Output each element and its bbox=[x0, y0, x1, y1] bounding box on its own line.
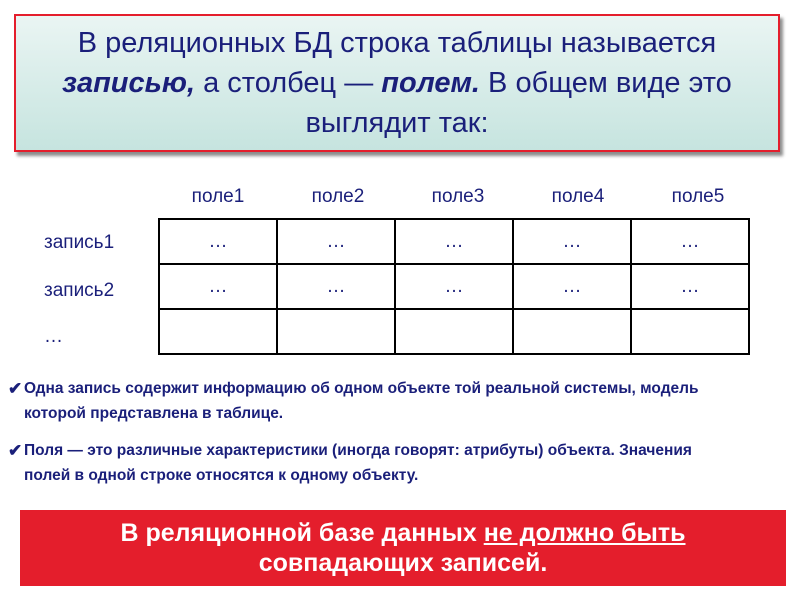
warning-underlined: не должно быть bbox=[483, 519, 686, 547]
table-cell: … bbox=[513, 264, 631, 309]
table-cell: … bbox=[159, 219, 277, 264]
bullet-text: Поля — это различные характеристики (иногда говорят: атрибуты) объекта. Значения полей в одной строке относятся к одному объекту. bbox=[24, 442, 692, 484]
table-cell bbox=[631, 309, 749, 354]
title-part3: В общем виде это выглядит так: bbox=[305, 67, 732, 139]
column-header-1: поле1 bbox=[191, 186, 245, 207]
records-table bbox=[158, 218, 750, 355]
table-row bbox=[159, 219, 749, 264]
table-row bbox=[159, 264, 749, 309]
table-cell: … bbox=[277, 219, 395, 264]
warning-part2: совпадающих записей. bbox=[258, 549, 548, 577]
warning-banner bbox=[20, 510, 786, 586]
title-term-field: полем. bbox=[381, 67, 480, 99]
bullet-item-field bbox=[8, 438, 728, 488]
table-cell: … bbox=[395, 219, 513, 264]
title-part1: В реляционных БД строка таблицы называется bbox=[77, 27, 717, 59]
table-cell bbox=[395, 309, 513, 354]
row-header-2: запись2 bbox=[44, 280, 115, 301]
table-cell bbox=[513, 309, 631, 354]
column-header-3: поле3 bbox=[431, 186, 485, 207]
row-header-1: запись1 bbox=[44, 232, 115, 253]
warning-part1: В реляционной базе данных bbox=[120, 519, 484, 547]
table-cell: … bbox=[159, 264, 277, 309]
table-cell bbox=[159, 309, 277, 354]
bullet-text: Одна запись содержит информацию об одном объекте той реальной системы, модель которой представлена в таблице. bbox=[24, 380, 699, 422]
checkmark-icon: ✔ bbox=[8, 379, 23, 398]
row-header-3: … bbox=[44, 326, 63, 347]
table-cell bbox=[277, 309, 395, 354]
warning-text bbox=[120, 518, 685, 578]
table-cell: … bbox=[631, 264, 749, 309]
column-header-4: поле4 bbox=[551, 186, 605, 207]
bullet-item-record bbox=[8, 376, 728, 426]
title-text bbox=[30, 23, 764, 143]
title-box bbox=[14, 14, 780, 152]
checkmark-icon: ✔ bbox=[8, 441, 23, 460]
table-cell: … bbox=[631, 219, 749, 264]
table-row bbox=[159, 309, 749, 354]
title-part2: а столбец — bbox=[195, 67, 382, 99]
table-cell: … bbox=[513, 219, 631, 264]
table-cell: … bbox=[277, 264, 395, 309]
column-header-2: поле2 bbox=[311, 186, 365, 207]
table-cell: … bbox=[395, 264, 513, 309]
title-term-record: записью, bbox=[62, 67, 196, 99]
column-header-5: поле5 bbox=[671, 186, 725, 207]
